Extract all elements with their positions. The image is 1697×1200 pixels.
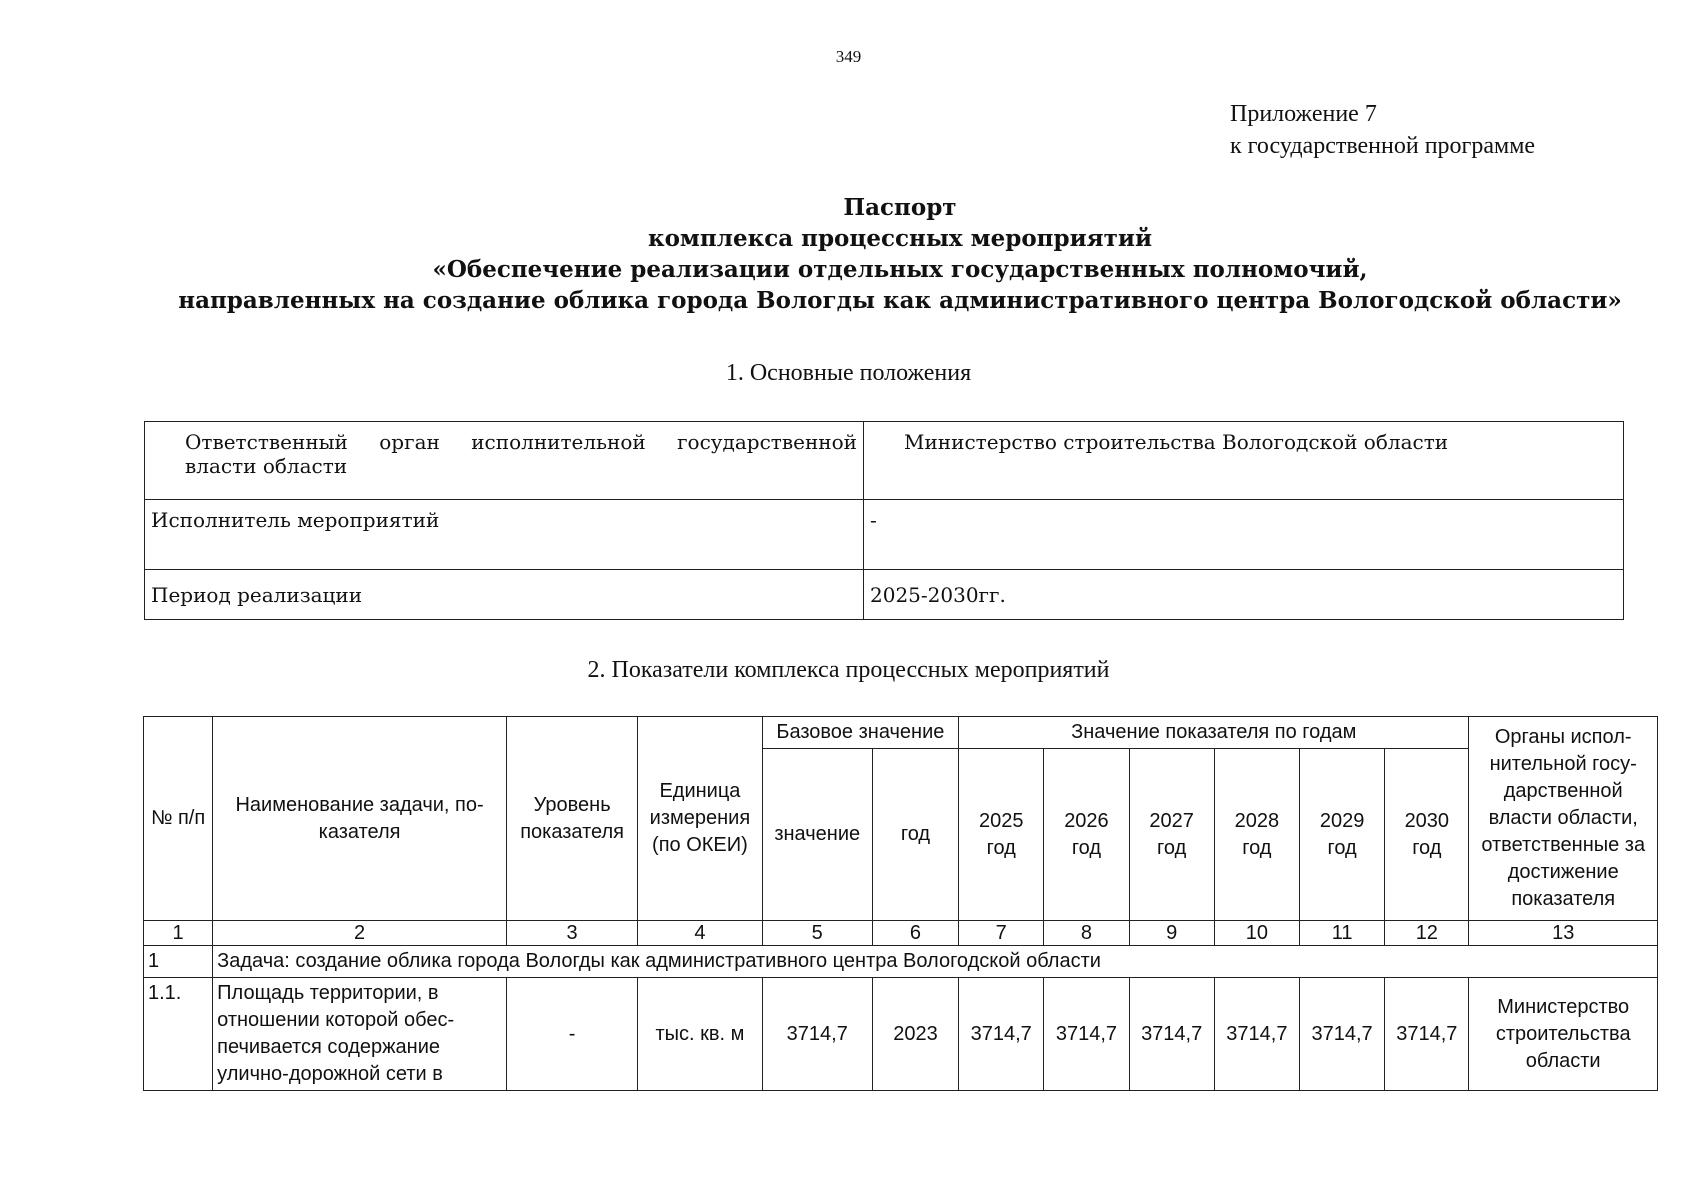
table-cell-label (145, 422, 864, 500)
task-num: 1 (144, 946, 213, 978)
header-year-2030: 2030 год (1385, 749, 1469, 921)
col-number: 2 (213, 921, 507, 946)
indicator-value-2026: 3714,7 (1044, 978, 1129, 1091)
column-number-row (144, 921, 1658, 946)
header-base-year: год (872, 749, 958, 921)
task-text: Задача: создание облика города Вологды как административного центра Вологодской области (213, 946, 1658, 978)
indicator-unit: тыс. кв. м (638, 978, 762, 1091)
executor-label: Исполнитель мероприятий (151, 508, 440, 532)
header-year-2025: 2025 год (959, 749, 1044, 921)
appendix-line-2: к государственной программе (1230, 133, 1536, 159)
header-unit: Единица измерения (по ОКЕИ) (638, 717, 762, 921)
col-number: 13 (1469, 921, 1658, 946)
task-row (144, 946, 1658, 978)
header-row (144, 717, 1658, 749)
header-base-group: Базовое значение (762, 717, 959, 749)
col-number: 1 (144, 921, 213, 946)
header-level: Уровень показателя (506, 717, 637, 921)
table-cell-label (145, 500, 864, 570)
period-value: 2025-2030гг. (870, 582, 1006, 607)
col-number: 3 (506, 921, 637, 946)
header-year-2027: 2027 год (1129, 749, 1214, 921)
table-cell-value (864, 422, 1624, 500)
indicator-organ: Министерство строительства области (1469, 978, 1658, 1091)
title-line-3: «Обеспечение реализации отдельных государственных полномочий, (432, 256, 1368, 283)
title-line-2: комплекса процессных мероприятий (647, 225, 1152, 252)
header-years-group: Значение показателя по годам (959, 717, 1469, 749)
header-num: № п/п (144, 717, 213, 921)
section-1-heading: 1. Основные положения (725, 360, 972, 386)
col-number: 7 (959, 921, 1044, 946)
col-number: 5 (762, 921, 872, 946)
table-cell-label (145, 570, 864, 620)
executor-value: - (870, 508, 877, 532)
col-number: 12 (1385, 921, 1469, 946)
appendix-note (1230, 98, 1535, 162)
indicator-value-2027: 3714,7 (1129, 978, 1214, 1091)
table-cell-value (864, 500, 1624, 570)
page-number: 349 (835, 47, 862, 66)
responsible-organ-value: Министерство строительства Вологодской области (904, 430, 1449, 454)
appendix-line-1: Приложение 7 (1230, 101, 1377, 127)
indicator-num: 1.1. (144, 978, 213, 1091)
indicator-value-2030: 3714,7 (1385, 978, 1469, 1091)
table-row (145, 422, 1624, 500)
col-number: 8 (1044, 921, 1129, 946)
indicator-base-value: 3714,7 (762, 978, 872, 1091)
header-base-value: значение (762, 749, 872, 921)
indicator-base-year: 2023 (872, 978, 958, 1091)
title-line-1: Паспорт (843, 194, 957, 221)
section-2-heading: 2. Показатели комплекса процессных мероприятий (587, 657, 1110, 683)
header-year-2028: 2028 год (1214, 749, 1299, 921)
col-number: 4 (638, 921, 762, 946)
col-number: 11 (1299, 921, 1384, 946)
header-name: Наименование задачи, по-казателя (213, 717, 507, 921)
col-number: 10 (1214, 921, 1299, 946)
indicator-value-2029: 3714,7 (1299, 978, 1384, 1091)
indicator-value-2028: 3714,7 (1214, 978, 1299, 1091)
document-title (160, 192, 1640, 316)
table-cell-value (864, 570, 1624, 620)
basic-provisions-table (144, 421, 1624, 620)
indicator-value-2025: 3714,7 (959, 978, 1044, 1091)
col-number: 9 (1129, 921, 1214, 946)
indicator-row (144, 978, 1658, 1091)
responsible-organ-label: Ответственный орган исполнительной государственной власти области (185, 430, 857, 478)
indicators-table (143, 716, 1658, 1091)
header-year-2029: 2029 год (1299, 749, 1384, 921)
col-number: 6 (872, 921, 958, 946)
period-label: Период реализации (151, 582, 363, 607)
header-organs: Органы испол-нительной госу-дарственной власти области, ответственные за достижение показателя (1469, 717, 1658, 921)
indicator-name: Площадь территории, в отношении которой обес-печивается содержание улично-дорожной сети в (213, 978, 507, 1091)
indicator-level: - (506, 978, 637, 1091)
title-line-4: направленных на создание облика города Вологды как административного центра Вологодской области» (178, 287, 1622, 314)
table-row (145, 500, 1624, 570)
table-row (145, 570, 1624, 620)
header-year-2026: 2026 год (1044, 749, 1129, 921)
